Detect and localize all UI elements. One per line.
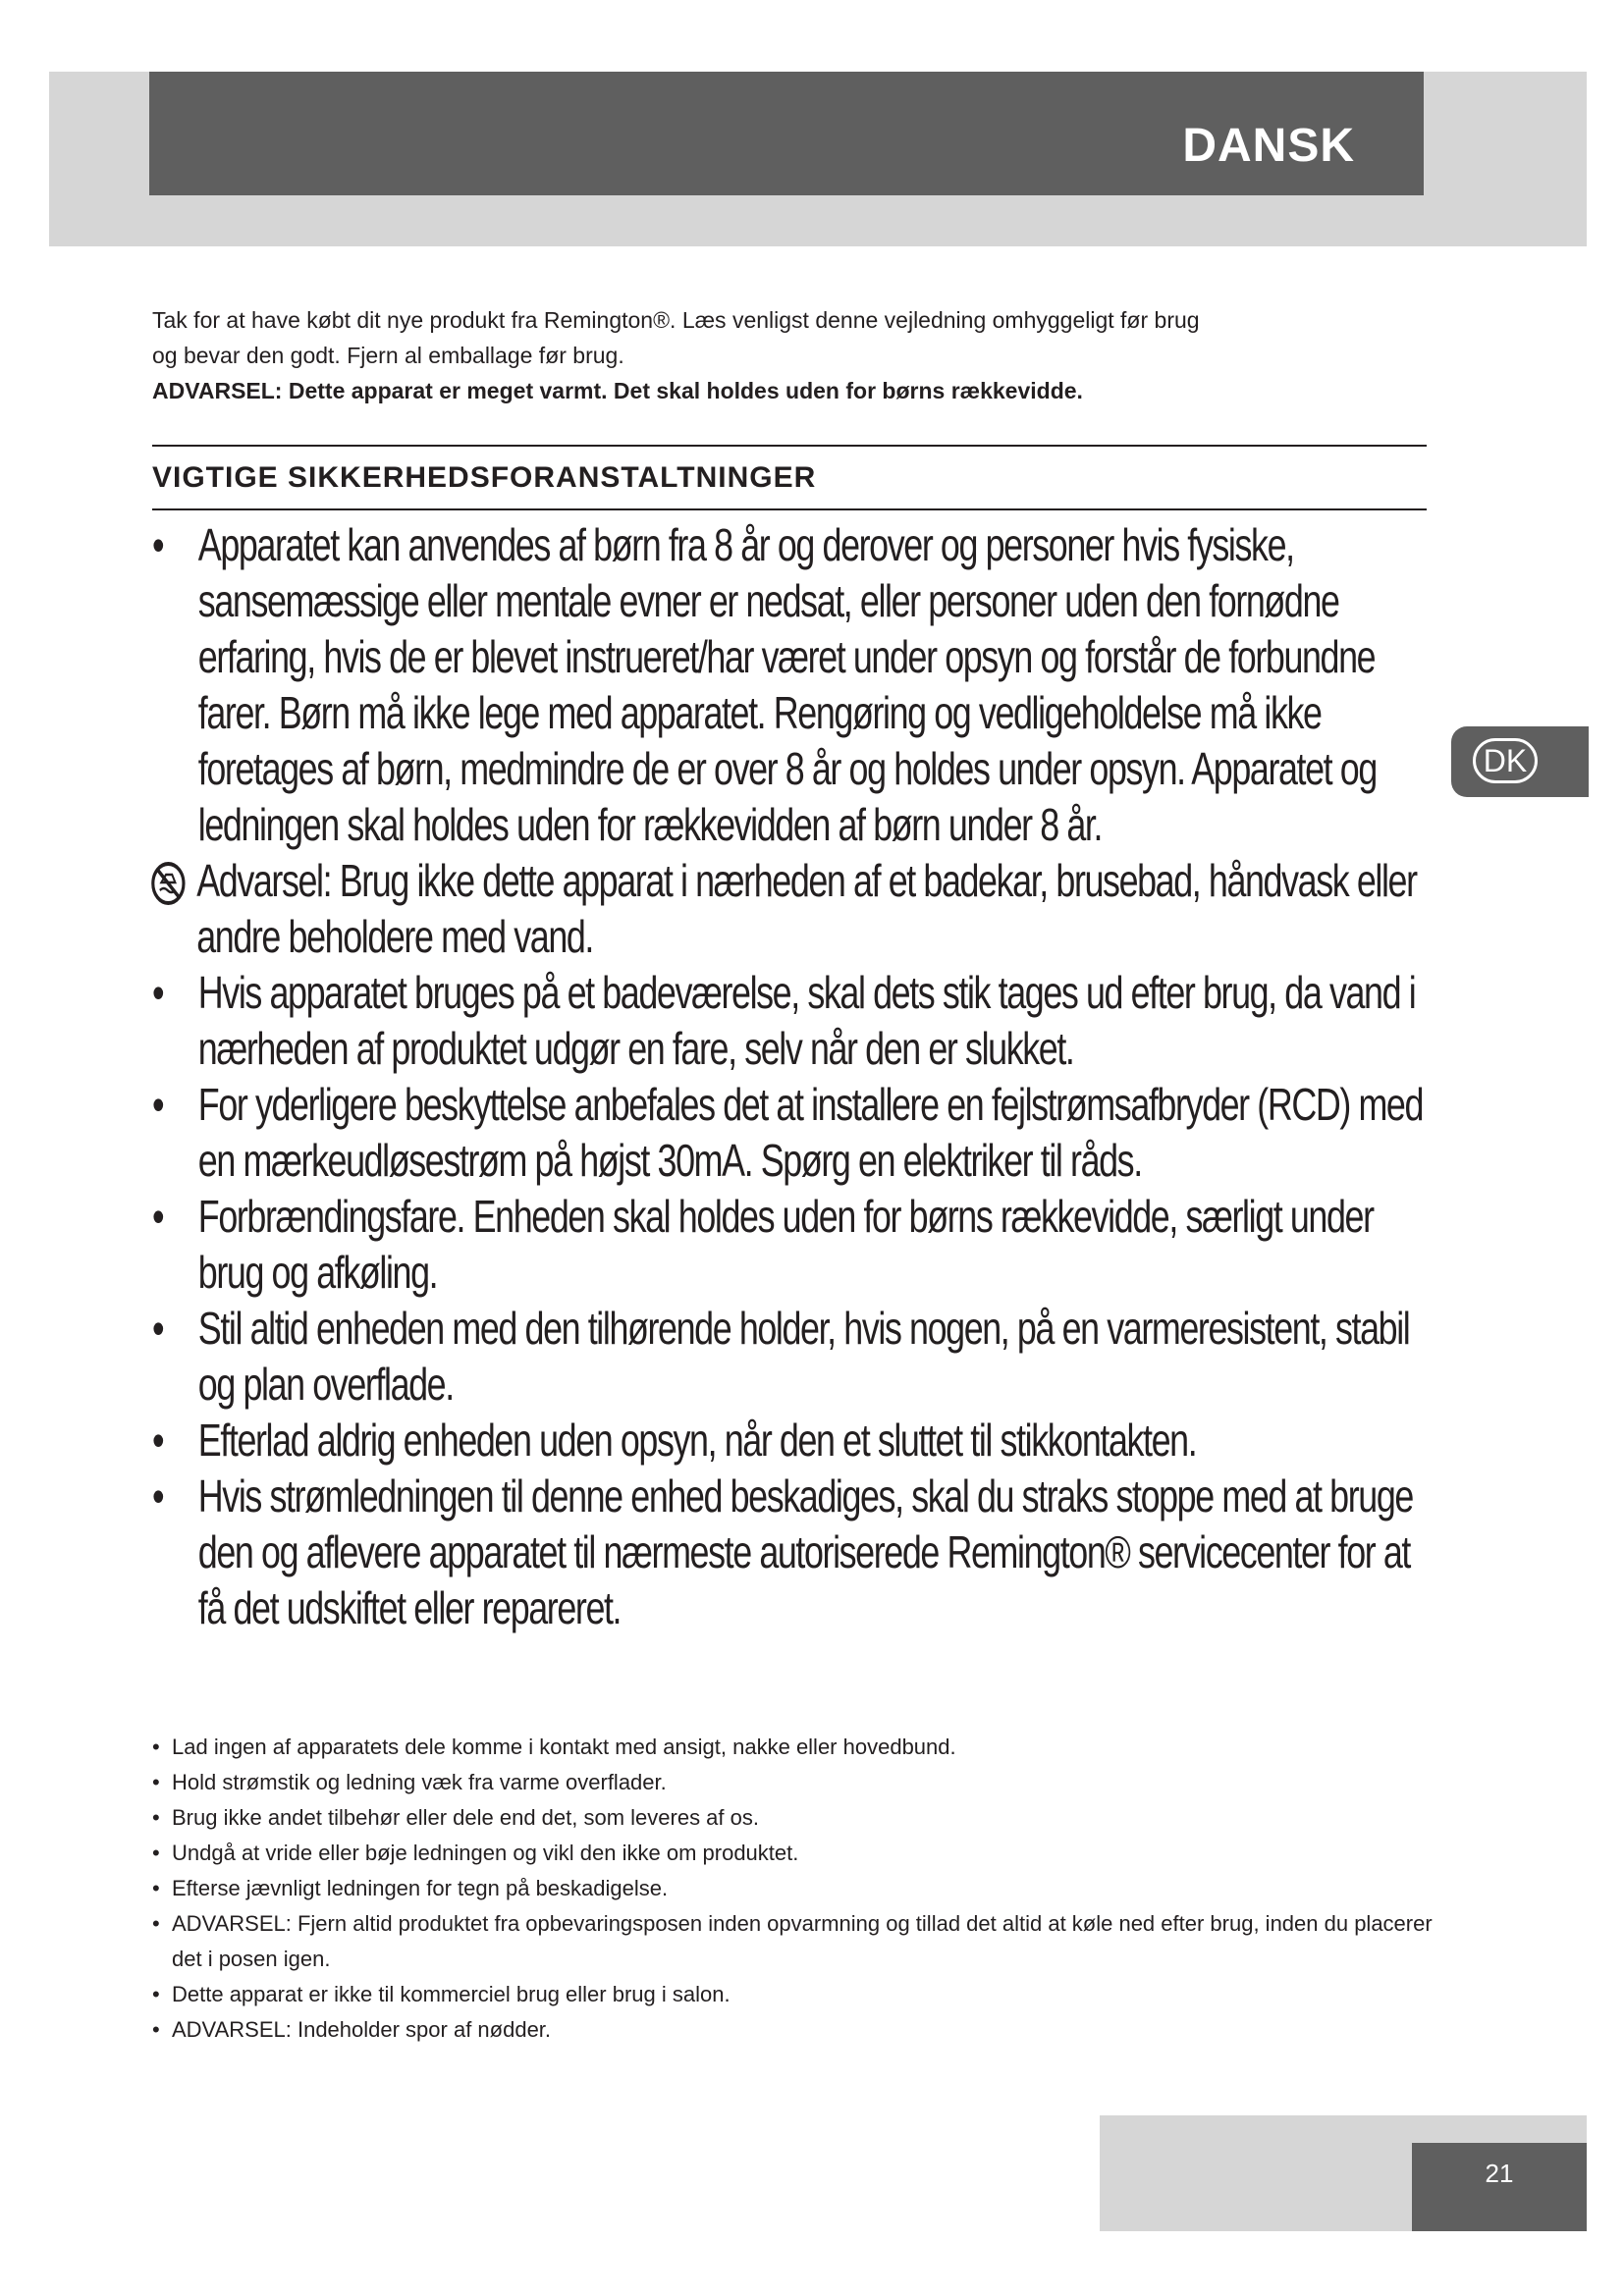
list-item: • Hold strømstik og ledning væk fra varme overflader. [152, 1765, 1468, 1800]
list-item: • Undgå at vride eller bøje ledningen og vikl den ikke om produktet. [152, 1836, 1468, 1871]
bullet: • [152, 1191, 164, 1242]
page-number: 21 [1485, 2159, 1514, 2188]
language-badge: DK [1473, 738, 1538, 783]
list-item: • Forbrændingsfare. Enheden skal holdes uden for børns rækkevidde, særligt under brug og afkøling. [152, 1191, 1374, 1298]
bullet: • [152, 1841, 160, 1865]
bullet: • [152, 1770, 160, 1794]
list-item: • Hvis strømledningen til denne enhed beskadiges, skal du straks stoppe med at bruge den og aflevere apparatet til nærmeste autoriserede Remington® servicecenter for at få det udskiftet eller repareret. [152, 1470, 1413, 1633]
safety-list-small [152, 1730, 1468, 2048]
list-item: • Lad ingen af apparatets dele komme i kontakt med ansigt, nakke eller hovedbund. [152, 1730, 1468, 1765]
section-rule-top [152, 445, 1427, 447]
bullet: • [152, 1805, 160, 1830]
language-title: DANSK [1182, 120, 1355, 172]
list-item: • Dette apparat er ikke til kommerciel brug eller brug i salon. [152, 1977, 1468, 2012]
intro-line-1: Tak for at have købt dit nye produkt fra Remington®. Læs venligst denne vejledning omhyggeligt før brug [152, 307, 1200, 333]
list-item: • ADVARSEL: Indeholder spor af nødder. [152, 2012, 1468, 2048]
list-item: • Efterse jævnligt ledningen for tegn på beskadigelse. [152, 1871, 1468, 1906]
list-item: • Stil altid enheden med den tilhørende holder, hvis nogen, på en varmeresistent, stabil og plan overflade. [152, 1303, 1410, 1410]
list-item: • Hvis apparatet bruges på et badeværelse, skal dets stik tages ud efter brug, da vand i nærheden af produktet udgør en fare, selv når den er slukket. [152, 967, 1416, 1074]
list-item: • For yderligere beskyttelse anbefales det at installere en fejlstrømsafbryder (RCD) med en mærkeudløsestrøm på højst 30mA. Spørg en elektriker til råds. [152, 1079, 1424, 1186]
bullet: • [152, 1079, 164, 1130]
bullet: • [152, 1415, 164, 1466]
section-heading: VIGTIGE SIKKERHEDSFORANSTALTNINGER [152, 461, 817, 494]
intro [152, 302, 1429, 408]
list-item: • Efterlad aldrig enheden uden opsyn, når den et sluttet til stikkontakten. [152, 1413, 1438, 1468]
bullet: • [152, 1911, 160, 1936]
bullet: • [152, 1982, 160, 2006]
section-rule-bottom [152, 508, 1427, 510]
bullet: • [152, 2017, 160, 2042]
bullet: • [152, 519, 164, 570]
bullet: • [152, 967, 164, 1018]
bullet: • [152, 1470, 164, 1522]
header-box [149, 72, 1424, 195]
bullet: • [152, 1876, 160, 1900]
list-item: • Apparatet kan anvendes af børn fra 8 år og derover og personer hvis fysiske, sansemæssige eller mentale evner er nedsat, eller personer uden den fornødne erfaring, hvis de er blevet instrueret/har været under opsyn og forstår de forbundne farer. Børn må ikke lege med apparatet. Rengøring og vedligeholdelse må ikke foretages af børn, medmindre de er over 8 år og holdes under opsyn. Apparatet og ledningen skal holdes uden for rækkevidden af børn under 8 år. [152, 519, 1377, 850]
language-side-tab [1451, 726, 1589, 797]
no-water-warning-icon [150, 861, 186, 906]
list-item: • Brug ikke andet tilbehør eller dele end det, som leveres af os. [152, 1800, 1468, 1836]
list-item: • ADVARSEL: Fjern altid produktet fra opbevaringsposen inden opvarmning og tillad det altid at køle ned efter brug, inden du placerer det i posen igen. [152, 1906, 1468, 1977]
safety-list-large [152, 517, 1438, 1636]
intro-warning: ADVARSEL: Dette apparat er meget varmt. Det skal holdes uden for børns rækkevidde. [152, 378, 1083, 403]
list-item: Advarsel: Brug ikke dette apparat i nærheden af et badekar, brusebad, håndvask eller andre beholdere med vand. [152, 853, 1438, 965]
intro-line-2: og bevar den godt. Fjern al emballage før brug. [152, 343, 624, 368]
bullet: • [152, 1303, 164, 1354]
bullet: • [152, 1735, 160, 1759]
footer-box [1412, 2143, 1587, 2231]
